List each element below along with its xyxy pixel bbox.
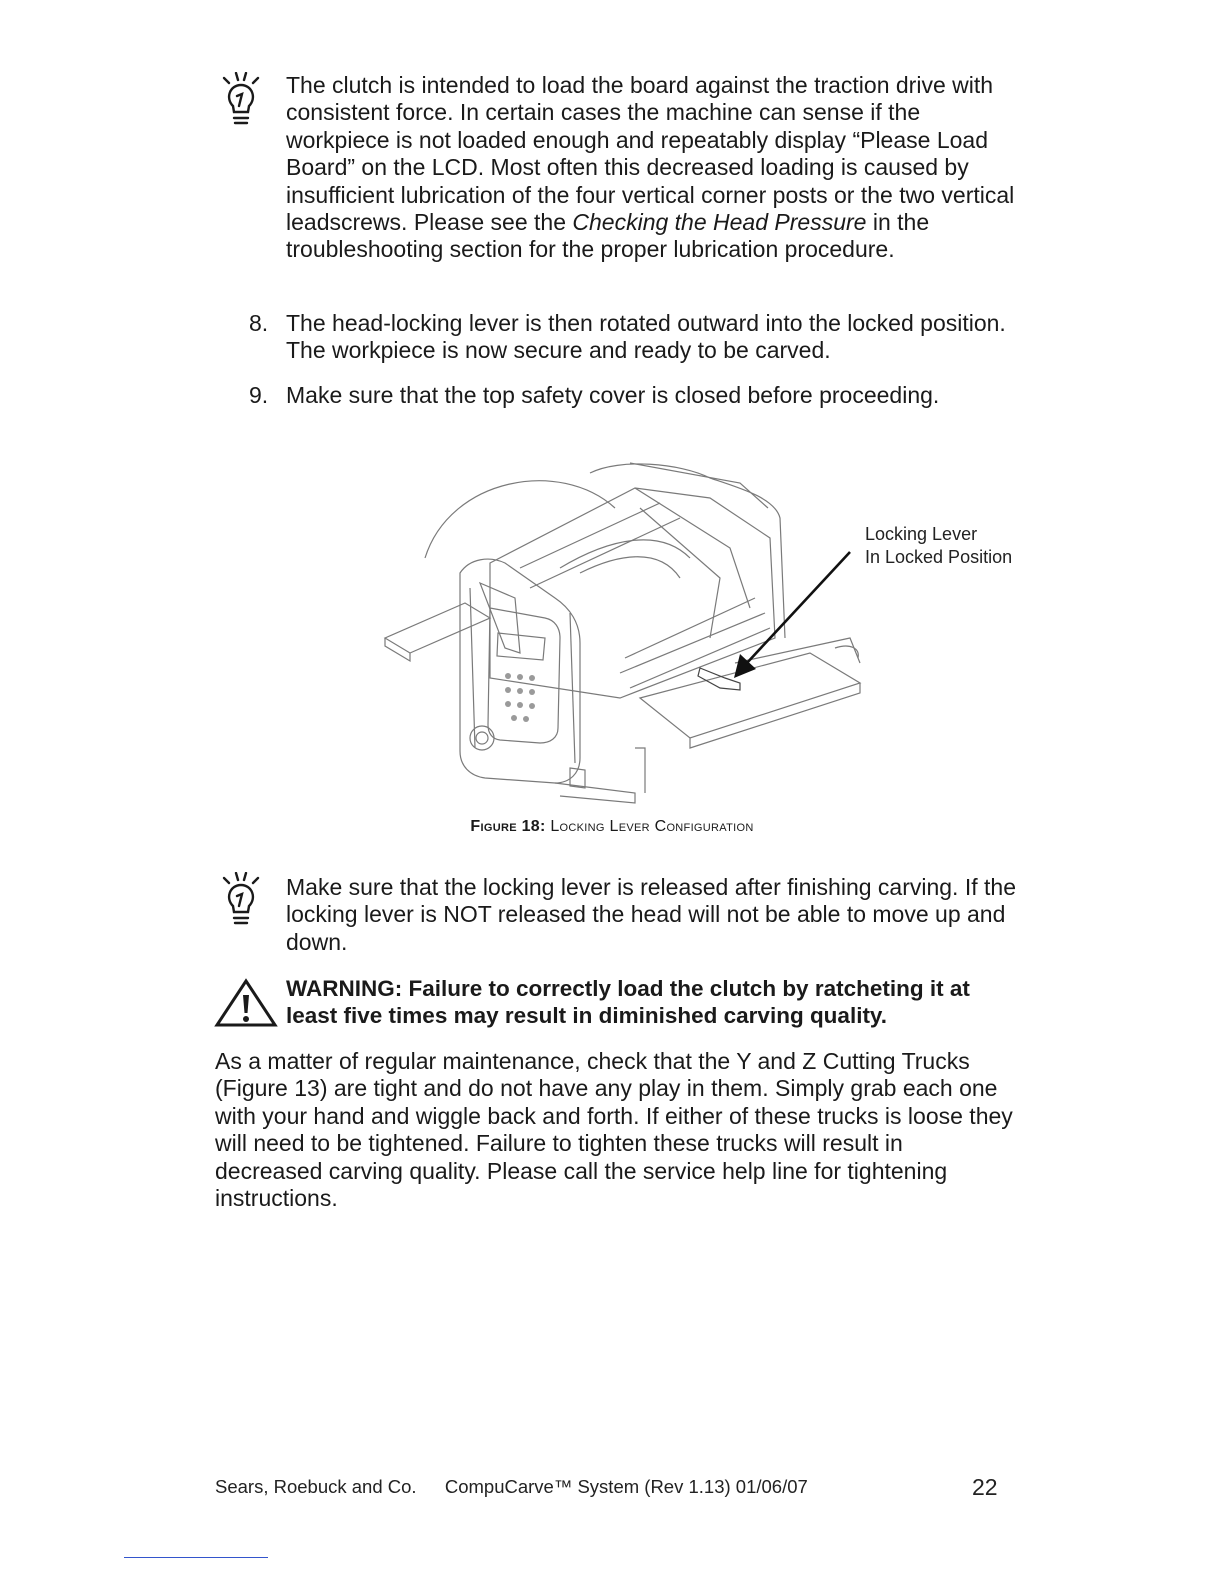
- step-text: The head-locking lever is then rotated outward into the locked position. The workpiece is now secure and ready to be carved.: [286, 310, 1006, 364]
- lightbulb-icon: [218, 872, 266, 932]
- lightbulb-icon: [218, 72, 266, 132]
- warning-text: WARNING: Failure to correctly load the clutch by ratcheting it at least five times may result in diminished carving quality.: [286, 976, 970, 1029]
- page-footer: [215, 1476, 808, 1498]
- tip-text-release-lever: Make sure that the locking lever is released after finishing carving. If the locking lever is NOT released the head will not be able to move up and down.: [286, 874, 1016, 955]
- callout-arrow: [720, 540, 860, 690]
- maintenance-paragraph: As a matter of regular maintenance, check that the Y and Z Cutting Trucks (Figure 13) are tight and do not have any play in them. Simply grab each one with your hand and wiggle back and forth. If either of these trucks is loose they will need to be tightened. Failure to tighten these trucks will result in decreased carving quality. Please call the service help line for tightening instructions.: [215, 1048, 1013, 1212]
- warning-triangle-icon: [214, 978, 278, 1028]
- callout-line: In Locked Position: [865, 547, 1013, 567]
- page-number: 22: [972, 1474, 998, 1500]
- step-number: 8.: [249, 310, 269, 336]
- figure-callout: [865, 523, 1012, 569]
- figure-caption: [0, 818, 1224, 836]
- step-text: Make sure that the top safety cover is closed before proceeding.: [286, 382, 940, 408]
- figure-title: Locking Lever Configuration: [550, 818, 754, 835]
- footer-product: CompuCarve™ System (Rev 1.13) 01/06/07: [444, 1476, 808, 1497]
- tip-text-clutch: The clutch is intended to load the board against the traction drive with consistent force. In certain cases the machine can sense if the workpiece is not loaded enough and repeatably display “Please Load Board” on the LCD. Most often this decreased loading is caused by insufficient lubrication of the four vertical corner posts or the two vertical leadscrews. Please see the Checking the Head Pressure in the troubleshooting section for the proper lubrication procedure.: [286, 72, 1015, 263]
- step-number: 9.: [249, 382, 269, 408]
- figure-label: Figure 18:: [470, 818, 546, 835]
- footer-divider: [124, 1557, 268, 1558]
- footer-publisher: Sears, Roebuck and Co.: [215, 1476, 417, 1497]
- callout-line: Locking Lever: [865, 524, 978, 544]
